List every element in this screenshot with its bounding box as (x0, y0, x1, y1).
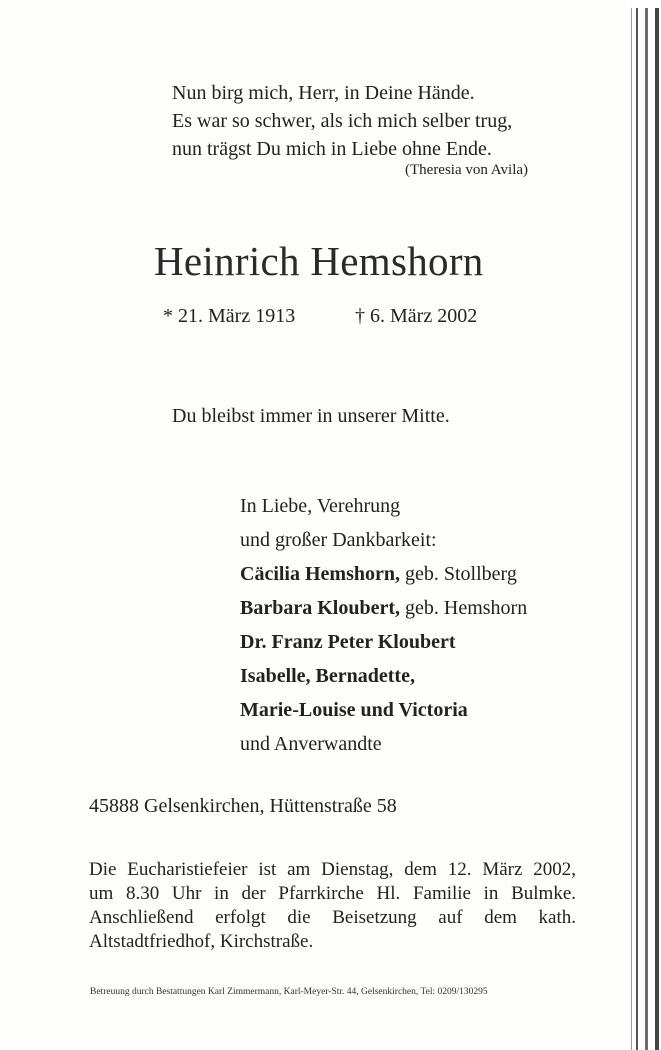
edge-line (655, 8, 659, 1050)
family-member (240, 625, 527, 659)
member-note: geb. Stollberg (400, 563, 517, 585)
card-edge (627, 0, 661, 1050)
service-line: um 8.30 Uhr in der Pfarrkirche Hl. Familie in Bulmke. (89, 883, 576, 904)
poem-line: nun trägst Du mich in Liebe ohne Ende. (172, 138, 492, 160)
family-outro: und Anverwandte (240, 733, 382, 755)
family-member (240, 693, 527, 727)
family-block (240, 489, 527, 761)
footer-undertaker: Betreuung durch Bestattungen Karl Zimmermann, Karl-Meyer-Str. 44, Gelsenkirchen, Tel: 0209/130295 (90, 987, 488, 997)
service-info (89, 858, 576, 954)
death-date: † 6. März 2002 (355, 305, 478, 327)
member-note: geb. Hemshorn (400, 597, 528, 619)
family-member (240, 557, 527, 591)
poem (172, 79, 512, 163)
service-line: Altstadtfriedhof, Kirchstraße. (89, 931, 314, 952)
member-name: Marie-Louise und Victoria (240, 699, 468, 721)
family-intro: In Liebe, Verehrung (240, 495, 401, 517)
edge-line (636, 8, 638, 1050)
poem-author: (Theresia von Avila) (405, 162, 529, 178)
member-name: Barbara Kloubert, (240, 597, 400, 619)
service-line: Die Eucharistiefeier ist am Dienstag, dem 12. März 2002, (89, 859, 576, 880)
family-member (240, 591, 527, 625)
poem-line: Es war so schwer, als ich mich selber trug, (172, 110, 513, 132)
member-name: Isabelle, Bernadette, (240, 665, 415, 687)
poem-line: Nun birg mich, Herr, in Deine Hände. (172, 82, 475, 104)
motto: Du bleibst immer in unserer Mitte. (172, 405, 450, 427)
member-name: Cäcilia Hemshorn, (240, 563, 400, 585)
edge-line (631, 8, 632, 1050)
family-member (240, 659, 527, 693)
service-line: Anschließend erfolgt die Beisetzung auf dem kath. (89, 907, 576, 928)
member-name: Dr. Franz Peter Kloubert (240, 631, 456, 653)
address: 45888 Gelsenkirchen, Hüttenstraße 58 (89, 795, 397, 817)
birth-date: * 21. März 1913 (163, 305, 296, 327)
edge-line (645, 8, 648, 1050)
family-intro: und großer Dankbarkeit: (240, 529, 437, 551)
deceased-name: Heinrich Hemshorn (154, 238, 484, 284)
